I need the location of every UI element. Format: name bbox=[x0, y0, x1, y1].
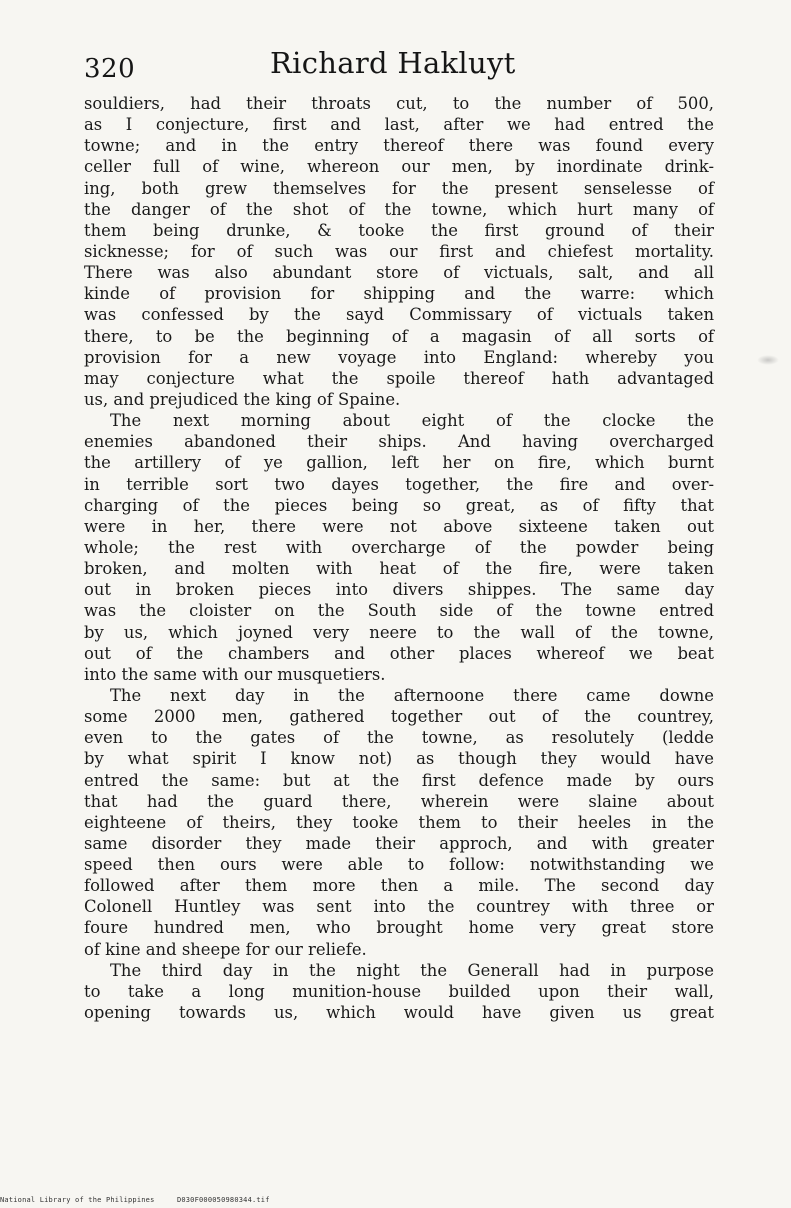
text-line: were in her, there were not above sixteene taken out bbox=[84, 516, 714, 536]
text-line: the danger of the shot of the towne, which hurt many of bbox=[84, 199, 714, 219]
text-line: sicknesse; for of such was our first and chiefest mortality. bbox=[84, 241, 714, 261]
text-line: eighteene of theirs, they tooke them to their heeles in the bbox=[84, 812, 714, 832]
text-line: them being drunke, & tooke the first ground of their bbox=[84, 220, 714, 240]
text-line: charging of the pieces being so great, as of fifty that bbox=[84, 495, 714, 515]
text-line: whole; the rest with overcharge of the powder being bbox=[84, 537, 714, 557]
text-line: out in broken pieces into divers shippes. The same day bbox=[84, 580, 714, 600]
text-line: Colonell Huntley was sent into the countrey with three or bbox=[84, 897, 714, 917]
text-line: was the cloister on the South side of the towne entred bbox=[84, 601, 714, 621]
text-line: There was also abundant store of victuals, salt, and all bbox=[84, 263, 714, 283]
text-line: foure hundred men, who brought home very great store bbox=[84, 918, 714, 938]
text-line: kinde of provision for shipping and the warre: which bbox=[84, 284, 714, 304]
text-line: speed then ours were able to follow: notwithstanding we bbox=[84, 855, 714, 875]
text-line: followed after them more then a mile. The second day bbox=[84, 876, 714, 896]
text-line: broken, and molten with heat of the fire, were taken bbox=[84, 559, 714, 579]
scan-footer bbox=[0, 1196, 288, 1204]
text-line: same disorder they made their approch, and with greater bbox=[84, 833, 714, 853]
text-line: there, to be the beginning of a magasin of all sorts of bbox=[84, 326, 714, 346]
text-line: The third day in the night the Generall had in purpose bbox=[110, 960, 714, 980]
text-line: to take a long munition-house builded upon their wall, bbox=[84, 981, 714, 1001]
text-line: towne; and in the entry thereof there was found every bbox=[84, 136, 714, 156]
text-line: The next day in the afternoone there came downe bbox=[110, 685, 714, 705]
text-line: by what spirit I know not) as though they would have bbox=[84, 749, 714, 769]
page-number: 320 bbox=[84, 54, 136, 84]
text-line: souldiers, had their throats cut, to the number of 500, bbox=[84, 94, 714, 113]
text-line: even to the gates of the towne, as resolutely (ledde bbox=[84, 728, 714, 748]
text-line: may conjecture what the spoile thereof hath advantaged bbox=[84, 368, 714, 388]
text-line: was confessed by the sayd Commissary of victuals taken bbox=[84, 305, 714, 325]
text-line: us, and prejudiced the king of Spaine. bbox=[84, 389, 401, 409]
text-line: The next morning about eight of the clocke the bbox=[110, 411, 714, 431]
text-line: that had the guard there, wherein were slaine about bbox=[84, 791, 714, 811]
text-line: in terrible sort two dayes together, the fire and over- bbox=[84, 474, 714, 494]
scan-smudge bbox=[757, 355, 779, 365]
library-credit: National Library of the Philippines bbox=[0, 1196, 155, 1204]
text-line: enemies abandoned their ships. And having overcharged bbox=[84, 432, 714, 452]
running-title: Richard Hakluyt bbox=[270, 46, 516, 80]
text-line: ing, both grew themselves for the present senselesse of bbox=[84, 178, 714, 198]
text-line: entred the same: but at the first defence made by ours bbox=[84, 770, 714, 790]
text-line: provision for a new voyage into England: whereby you bbox=[84, 347, 714, 367]
text-line: of kine and sheepe for our reliefe. bbox=[84, 939, 367, 959]
page-header bbox=[84, 40, 724, 90]
text-line: as I conjecture, first and last, after we had entred the bbox=[84, 115, 714, 135]
text-line: celler full of wine, whereon our men, by inordinate drink- bbox=[84, 157, 714, 177]
body-text bbox=[84, 93, 714, 1023]
text-line: out of the chambers and other places whereof we beat bbox=[84, 643, 714, 663]
text-line: opening towards us, which would have given us great bbox=[84, 1003, 714, 1023]
text-line: the artillery of ye gallion, left her on fire, which burnt bbox=[84, 453, 714, 473]
file-identifier: D030F000050980344.tif bbox=[176, 1196, 270, 1204]
text-line: by us, which joyned very neere to the wall of the towne, bbox=[84, 622, 714, 642]
text-line: into the same with our musquetiers. bbox=[84, 664, 386, 684]
text-line: some 2000 men, gathered together out of the countrey, bbox=[84, 707, 714, 727]
